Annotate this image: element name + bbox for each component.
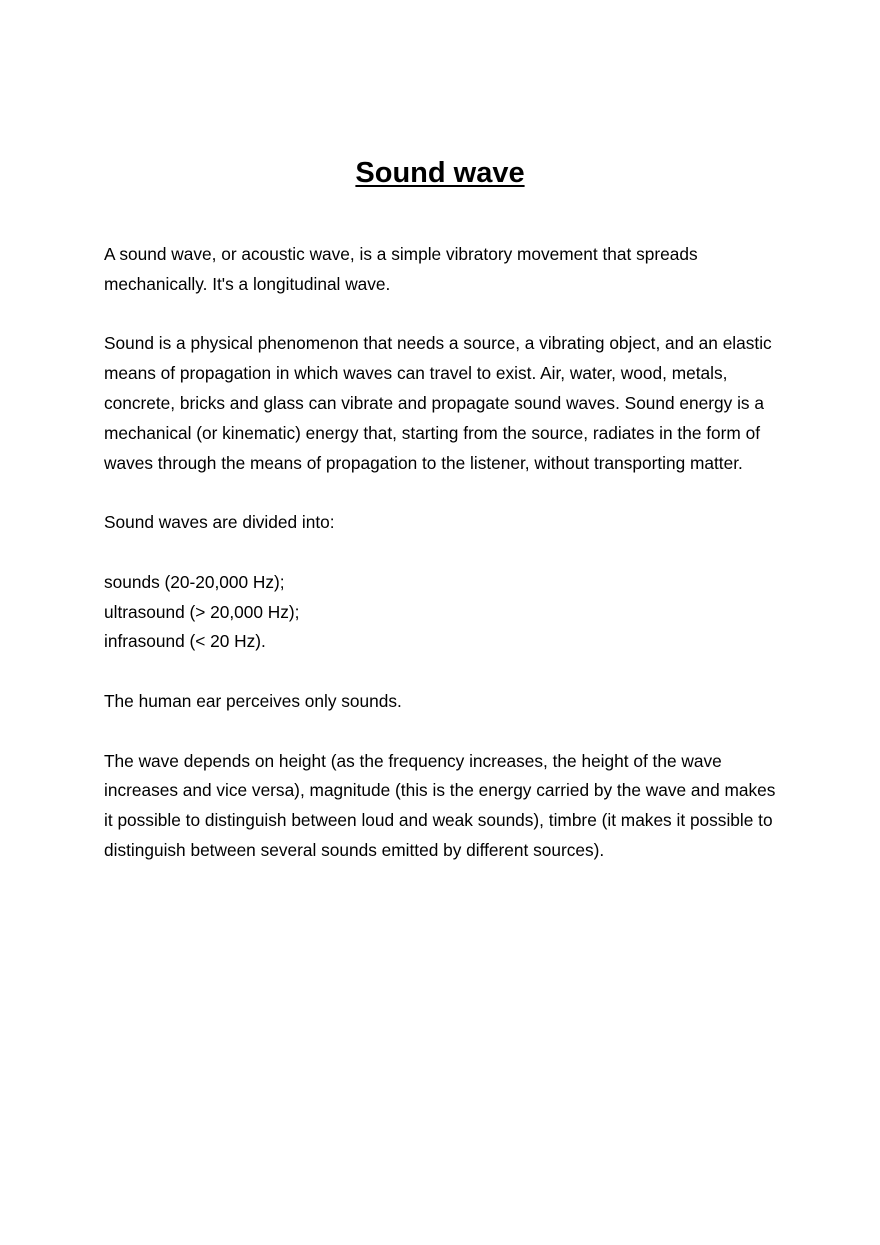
paragraph-divided-into: Sound waves are divided into:: [104, 512, 335, 533]
paragraph-intro: A sound wave, or acoustic wave, is a simple vibratory movement that spreads mechanically. It's a longitudinal wave.: [104, 244, 698, 294]
paragraph-physical-phenomenon: Sound is a physical phenomenon that needs a source, a vibrating object, and an elastic means of propagation in which waves can travel to exist. Air, water, wood, metals, concrete, bricks and glass can vibrate and propagate sound waves. Sound energy is a mechanical (or kinematic) energy that, starting from the source, radiates in the form of waves through the means of propagation to the listener, without transporting matter.: [104, 333, 772, 473]
page-title: Sound wave: [355, 157, 525, 189]
list-item: ultrasound (> 20,000 Hz);: [104, 601, 300, 622]
document-body: [104, 240, 784, 896]
list-item: sounds (20-20,000 Hz);: [104, 571, 285, 592]
paragraph-human-ear: The human ear perceives only sounds.: [104, 690, 402, 711]
paragraph-wave-properties: The wave depends on height (as the frequency increases, the height of the wave increases and vice versa), magnitude (this is the energy carried by the wave and makes it possible to distinguish between loud and weak sounds), timbre (it makes it possible to distinguish between several sounds emitted by different sources).: [104, 750, 776, 860]
list-item: infrasound (< 20 Hz).: [104, 631, 266, 652]
wave-types-list: [104, 568, 784, 657]
